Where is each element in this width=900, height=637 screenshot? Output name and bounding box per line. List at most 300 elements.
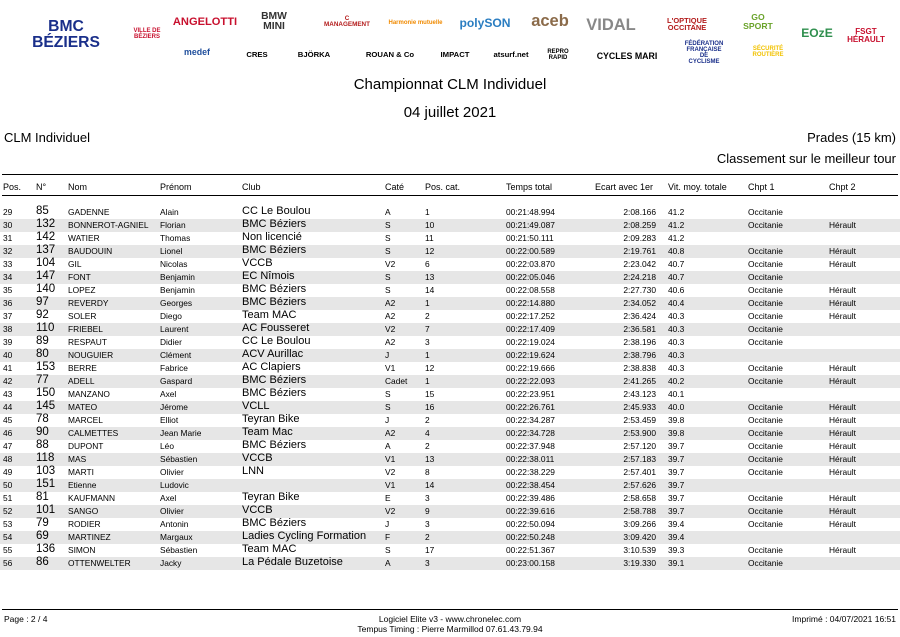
cell-nom: RESPAUT bbox=[68, 337, 107, 347]
cell-pos: 36 bbox=[3, 298, 13, 308]
cell-pos: 39 bbox=[3, 337, 13, 347]
cell-club: BMC Béziers bbox=[242, 439, 307, 451]
go-sport-logo: GO SPORT bbox=[743, 12, 773, 31]
cell-cate: A bbox=[385, 441, 391, 451]
cell-chpt2: Hérault bbox=[829, 285, 856, 295]
cell-chpt2: Hérault bbox=[829, 467, 856, 477]
cell-pos: 43 bbox=[3, 389, 13, 399]
cell-prenom: Alain bbox=[160, 207, 179, 217]
race-location: Prades (15 km) bbox=[807, 130, 896, 145]
table-row bbox=[0, 414, 900, 427]
aceb-logo: aceb bbox=[531, 11, 569, 30]
cell-chpt1: Occitanie bbox=[748, 428, 783, 438]
cell-poscat: 14 bbox=[425, 480, 435, 490]
cell-club: LNN bbox=[242, 465, 265, 477]
table-row bbox=[0, 453, 900, 466]
cell-prenom: Sébastien bbox=[160, 545, 198, 555]
cell-nom: OTTENWELTER bbox=[68, 558, 131, 568]
cell-cate: J bbox=[385, 519, 390, 529]
col-header-chpt2: Chpt 2 bbox=[829, 182, 856, 192]
harmonie-mutuelle-logo: Harmonie mutuelle bbox=[388, 20, 443, 26]
cell-club: EC Nîmois bbox=[242, 270, 295, 282]
cell-cate: S bbox=[385, 389, 391, 399]
cell-vit: 39.7 bbox=[668, 441, 685, 451]
col-header-temps: Temps total bbox=[506, 182, 553, 192]
cell-temps: 00:22:38.229 bbox=[506, 467, 555, 477]
cell-num: 137 bbox=[36, 244, 56, 256]
cell-ecart: 2:53.900 bbox=[623, 428, 656, 438]
col-header-club: Club bbox=[242, 182, 261, 192]
page-number: Page : 2 / 4 bbox=[4, 614, 48, 624]
cell-prenom: Jérome bbox=[160, 402, 188, 412]
cell-vit: 39.4 bbox=[668, 532, 685, 542]
cell-vit: 39.7 bbox=[668, 467, 685, 477]
cell-temps: 00:22:19.024 bbox=[506, 337, 555, 347]
table-row bbox=[0, 310, 900, 323]
cell-cate: A bbox=[385, 558, 391, 568]
cell-chpt1: Occitanie bbox=[748, 467, 783, 477]
cell-poscat: 2 bbox=[425, 311, 430, 321]
cell-chpt1: Occitanie bbox=[748, 376, 783, 386]
cell-prenom: Florian bbox=[160, 220, 186, 230]
cell-ecart: 2:19.761 bbox=[623, 246, 656, 256]
cell-prenom: Lionel bbox=[160, 246, 183, 256]
cell-pos: 50 bbox=[3, 480, 13, 490]
cell-prenom: Olivier bbox=[160, 506, 184, 516]
cell-poscat: 2 bbox=[425, 532, 430, 542]
cell-nom: SANGO bbox=[68, 506, 99, 516]
cell-ecart: 2:27.730 bbox=[623, 285, 656, 295]
cell-poscat: 6 bbox=[425, 259, 430, 269]
cell-chpt2: Hérault bbox=[829, 259, 856, 269]
cell-vit: 40.4 bbox=[668, 298, 685, 308]
cell-pos: 51 bbox=[3, 493, 13, 503]
table-row bbox=[0, 271, 900, 284]
cell-temps: 00:22:14.880 bbox=[506, 298, 555, 308]
cell-ecart: 2:38.196 bbox=[623, 337, 656, 347]
cell-poscat: 7 bbox=[425, 324, 430, 334]
cell-cate: A2 bbox=[385, 311, 396, 321]
cell-temps: 00:22:05.046 bbox=[506, 272, 555, 282]
bmc-logo: BMC BÉZIERS bbox=[32, 18, 100, 51]
cell-poscat: 17 bbox=[425, 545, 435, 555]
cell-ecart: 2:57.120 bbox=[623, 441, 656, 451]
cell-nom: MARTI bbox=[68, 467, 94, 477]
cell-num: 150 bbox=[36, 387, 56, 399]
cell-chpt2: Hérault bbox=[829, 454, 856, 464]
cell-vit: 39.8 bbox=[668, 415, 685, 425]
table-row bbox=[0, 531, 900, 544]
cell-poscat: 12 bbox=[425, 246, 435, 256]
cell-vit: 40.3 bbox=[668, 311, 685, 321]
cell-num: 145 bbox=[36, 400, 56, 412]
cell-pos: 53 bbox=[3, 519, 13, 529]
cell-club: VCLL bbox=[242, 400, 270, 412]
cell-poscat: 3 bbox=[425, 493, 430, 503]
cell-ecart: 2:45.933 bbox=[623, 402, 656, 412]
cell-pos: 34 bbox=[3, 272, 13, 282]
cell-chpt2: Hérault bbox=[829, 415, 856, 425]
cell-temps: 00:22:23.951 bbox=[506, 389, 555, 399]
cell-chpt1: Occitanie bbox=[748, 207, 783, 217]
cell-cate: S bbox=[385, 246, 391, 256]
cell-chpt2: Hérault bbox=[829, 311, 856, 321]
angelotti-logo: ANGELOTTI bbox=[172, 16, 238, 29]
cell-prenom: Margaux bbox=[160, 532, 193, 542]
table-row bbox=[0, 427, 900, 440]
col-header-nom: Nom bbox=[68, 182, 88, 192]
table-row bbox=[0, 206, 900, 219]
cell-poscat: 10 bbox=[425, 220, 435, 230]
cell-pos: 47 bbox=[3, 441, 13, 451]
vidal-logo: VIDAL bbox=[586, 15, 636, 34]
cell-poscat: 3 bbox=[425, 519, 430, 529]
cell-prenom: Diego bbox=[160, 311, 182, 321]
cell-prenom: Elliot bbox=[160, 415, 179, 425]
cell-num: 85 bbox=[36, 205, 49, 217]
cell-ecart: 2:57.183 bbox=[623, 454, 656, 464]
col-header-ecart: Ecart avec 1er bbox=[595, 182, 654, 192]
cell-pos: 54 bbox=[3, 532, 13, 542]
cell-ecart: 2:36.581 bbox=[623, 324, 656, 334]
cell-num: 86 bbox=[36, 556, 49, 568]
cell-prenom: Axel bbox=[160, 493, 177, 503]
footer-rule bbox=[2, 609, 898, 610]
cell-chpt1: Occitanie bbox=[748, 506, 783, 516]
cell-cate: Cadet bbox=[385, 376, 408, 386]
cell-pos: 56 bbox=[3, 558, 13, 568]
cell-ecart: 2:36.424 bbox=[623, 311, 656, 321]
cell-prenom: Gaspard bbox=[160, 376, 193, 386]
cell-cate: F bbox=[385, 532, 391, 542]
cell-prenom: Jean Marie bbox=[160, 428, 202, 438]
cell-prenom: Jacky bbox=[160, 558, 182, 568]
cell-temps: 00:22:08.558 bbox=[506, 285, 555, 295]
cell-nom: GIL bbox=[68, 259, 82, 269]
cell-nom: BONNEROT-AGNIEL bbox=[68, 220, 149, 230]
cell-prenom: Nicolas bbox=[160, 259, 188, 269]
cell-chpt1: Occitanie bbox=[748, 324, 783, 334]
cell-nom: DUPONT bbox=[68, 441, 104, 451]
page-title: Championnat CLM Individuel bbox=[353, 76, 547, 93]
cell-prenom: Thomas bbox=[160, 233, 191, 243]
cell-poscat: 2 bbox=[425, 441, 430, 451]
table-row bbox=[0, 401, 900, 414]
cell-num: 89 bbox=[36, 335, 49, 347]
cell-poscat: 4 bbox=[425, 428, 430, 438]
cell-ecart: 2:43.123 bbox=[623, 389, 656, 399]
cell-ecart: 2:41.265 bbox=[623, 376, 656, 386]
cell-chpt2: Hérault bbox=[829, 506, 856, 516]
cell-pos: 29 bbox=[3, 207, 13, 217]
cell-ecart: 2:58.788 bbox=[623, 506, 656, 516]
cell-poscat: 8 bbox=[425, 467, 430, 477]
race-name: CLM Individuel bbox=[4, 130, 90, 145]
cell-num: 92 bbox=[36, 309, 49, 321]
cell-chpt1: Occitanie bbox=[748, 519, 783, 529]
col-header-chpt1: Chpt 1 bbox=[748, 182, 775, 192]
cell-num: 140 bbox=[36, 283, 56, 295]
cell-num: 81 bbox=[36, 491, 49, 503]
cell-cate: S bbox=[385, 285, 391, 295]
cell-num: 110 bbox=[36, 322, 55, 334]
table-row bbox=[0, 323, 900, 336]
optique-occitane-logo: L'OPTIQUE OCCITANE bbox=[667, 15, 707, 32]
cell-prenom: Axel bbox=[160, 389, 177, 399]
cell-ecart: 2:38.838 bbox=[623, 363, 656, 373]
cell-vit: 40.6 bbox=[668, 285, 685, 295]
cell-vit: 40.7 bbox=[668, 272, 685, 282]
cell-temps: 00:22:17.409 bbox=[506, 324, 555, 334]
print-date: Imprimé : 04/07/2021 16:51 bbox=[792, 614, 896, 624]
cell-vit: 39.7 bbox=[668, 493, 685, 503]
cell-poscat: 2 bbox=[425, 415, 430, 425]
fsgt-logo: FSGT HÉRAULT bbox=[847, 26, 885, 44]
cell-club: La Pédale Buzetoise bbox=[242, 556, 343, 568]
cell-ecart: 2:57.401 bbox=[623, 467, 656, 477]
cell-nom: BAUDOUIN bbox=[68, 246, 113, 256]
cell-club: VCCB bbox=[242, 504, 273, 516]
cell-ecart: 3:09.266 bbox=[623, 519, 656, 529]
cell-chpt1: Occitanie bbox=[748, 441, 783, 451]
cell-cate: V1 bbox=[385, 363, 396, 373]
cell-club: BMC Béziers bbox=[242, 517, 307, 529]
cell-cate: S bbox=[385, 220, 391, 230]
cell-temps: 00:22:03.870 bbox=[506, 259, 555, 269]
cell-cate: S bbox=[385, 545, 391, 555]
cell-pos: 46 bbox=[3, 428, 13, 438]
cell-pos: 49 bbox=[3, 467, 13, 477]
cell-poscat: 13 bbox=[425, 454, 435, 464]
cell-club: Ladies Cycling Formation bbox=[242, 530, 367, 542]
cell-prenom: Sébastien bbox=[160, 454, 198, 464]
cell-num: 77 bbox=[36, 374, 49, 386]
cell-chpt1: Occitanie bbox=[748, 337, 783, 347]
cell-club: BMC Béziers bbox=[242, 244, 307, 256]
cell-poscat: 9 bbox=[425, 506, 430, 516]
cycles-mari-logo: CYCLES MARI bbox=[596, 50, 658, 61]
eoze-logo: EOzE bbox=[801, 25, 833, 40]
cell-nom: KAUFMANN bbox=[68, 493, 115, 503]
cell-prenom: Antonin bbox=[160, 519, 189, 529]
table-row bbox=[0, 479, 900, 492]
cell-pos: 32 bbox=[3, 246, 13, 256]
cell-poscat: 15 bbox=[425, 389, 435, 399]
cell-pos: 33 bbox=[3, 259, 13, 269]
cell-chpt2: Hérault bbox=[829, 428, 856, 438]
cell-vit: 40.0 bbox=[668, 402, 685, 412]
cell-num: 118 bbox=[36, 452, 55, 464]
table-row bbox=[0, 557, 900, 570]
cell-temps: 00:22:50.248 bbox=[506, 532, 555, 542]
cell-nom: NOUGUIER bbox=[68, 350, 114, 360]
cell-vit: 39.7 bbox=[668, 480, 685, 490]
col-header-pos: Pos. bbox=[3, 182, 22, 192]
table-row bbox=[0, 297, 900, 310]
cell-num: 103 bbox=[36, 465, 56, 477]
atsurf-logo: atsurf.net bbox=[493, 50, 529, 60]
cell-chpt1: Occitanie bbox=[748, 311, 783, 321]
cell-vit: 40.3 bbox=[668, 324, 685, 334]
table-row bbox=[0, 336, 900, 349]
cell-cate: V2 bbox=[385, 324, 396, 334]
table-row bbox=[0, 440, 900, 453]
cell-temps: 00:22:17.252 bbox=[506, 311, 555, 321]
impact-logo: IMPACT bbox=[440, 50, 470, 60]
cell-chpt2: Hérault bbox=[829, 545, 856, 555]
cell-pos: 35 bbox=[3, 285, 13, 295]
cell-temps: 00:22:34.728 bbox=[506, 428, 555, 438]
header-bottom-rule bbox=[2, 195, 898, 196]
table-row bbox=[0, 466, 900, 479]
cell-temps: 00:22:34.287 bbox=[506, 415, 555, 425]
cell-club: VCCB bbox=[242, 257, 273, 269]
cell-temps: 00:22:37.948 bbox=[506, 441, 555, 451]
cell-vit: 40.8 bbox=[668, 246, 685, 256]
cell-cate: A2 bbox=[385, 298, 396, 308]
cell-cate: V1 bbox=[385, 454, 396, 464]
cell-club: BMC Béziers bbox=[242, 218, 307, 230]
cell-vit: 39.8 bbox=[668, 428, 685, 438]
cell-nom: SOLER bbox=[68, 311, 97, 321]
cell-club: CC Le Boulou bbox=[242, 335, 311, 347]
cell-nom: MARTINEZ bbox=[68, 532, 111, 542]
cell-ecart: 2:53.459 bbox=[623, 415, 656, 425]
cell-cate: S bbox=[385, 402, 391, 412]
ville-beziers-logo: VILLE DE BÉZIERS bbox=[133, 28, 161, 40]
cell-vit: 40.2 bbox=[668, 376, 685, 386]
col-header-poscat: Pos. cat. bbox=[425, 182, 461, 192]
cell-temps: 00:22:22.093 bbox=[506, 376, 555, 386]
securite-routiere-logo: SÉCURITÉ ROUTIÈRE bbox=[752, 46, 784, 58]
table-row bbox=[0, 232, 900, 245]
cell-pos: 42 bbox=[3, 376, 13, 386]
cell-ecart: 2:09.283 bbox=[623, 233, 656, 243]
cell-pos: 40 bbox=[3, 350, 13, 360]
cell-prenom: Olivier bbox=[160, 467, 184, 477]
cell-nom: WATIER bbox=[68, 233, 100, 243]
cell-nom: FRIEBEL bbox=[68, 324, 103, 334]
cell-chpt2: Hérault bbox=[829, 441, 856, 451]
cell-club: CC Le Boulou bbox=[242, 205, 311, 217]
cell-poscat: 13 bbox=[425, 272, 435, 282]
cell-prenom: Georges bbox=[160, 298, 193, 308]
cell-temps: 00:22:50.094 bbox=[506, 519, 555, 529]
cell-num: 78 bbox=[36, 413, 49, 425]
cell-prenom: Didier bbox=[160, 337, 182, 347]
cell-vit: 40.7 bbox=[668, 259, 685, 269]
cell-prenom: Clément bbox=[160, 350, 192, 360]
col-header-vit: Vit. moy. totale bbox=[668, 182, 727, 192]
table-row bbox=[0, 349, 900, 362]
cell-chpt2: Hérault bbox=[829, 519, 856, 529]
cell-poscat: 1 bbox=[425, 298, 430, 308]
cell-pos: 38 bbox=[3, 324, 13, 334]
cell-temps: 00:22:39.486 bbox=[506, 493, 555, 503]
table-row bbox=[0, 219, 900, 232]
cell-chpt2: Hérault bbox=[829, 220, 856, 230]
cell-nom: MATEO bbox=[68, 402, 98, 412]
cell-ecart: 3:10.539 bbox=[623, 545, 656, 555]
cell-temps: 00:22:19.666 bbox=[506, 363, 555, 373]
cell-chpt2: Hérault bbox=[829, 298, 856, 308]
cell-cate: V2 bbox=[385, 506, 396, 516]
table-row bbox=[0, 258, 900, 271]
cell-num: 136 bbox=[36, 543, 56, 555]
cell-poscat: 14 bbox=[425, 285, 435, 295]
cell-ecart: 2:24.218 bbox=[623, 272, 656, 282]
cell-prenom: Benjamin bbox=[160, 272, 195, 282]
cell-num: 104 bbox=[36, 257, 56, 269]
c-management-logo: C MANAGEMENT bbox=[324, 14, 370, 28]
cell-num: 147 bbox=[36, 270, 56, 282]
cell-cate: J bbox=[385, 350, 390, 360]
cell-num: 88 bbox=[36, 439, 49, 451]
table-row bbox=[0, 284, 900, 297]
cell-ecart: 2:58.658 bbox=[623, 493, 656, 503]
cell-chpt1: Occitanie bbox=[748, 454, 783, 464]
cell-ecart: 2:23.042 bbox=[623, 259, 656, 269]
cell-cate: V1 bbox=[385, 480, 396, 490]
cell-chpt1: Occitanie bbox=[748, 272, 783, 282]
table-row bbox=[0, 388, 900, 401]
cell-club: BMC Béziers bbox=[242, 374, 307, 386]
bmw-mini-logo: BMW MINI bbox=[261, 10, 287, 32]
cell-prenom: Laurent bbox=[160, 324, 189, 334]
col-header-num: N° bbox=[36, 182, 47, 192]
cell-vit: 41.2 bbox=[668, 233, 685, 243]
cell-chpt1: Occitanie bbox=[748, 493, 783, 503]
cell-chpt2: Hérault bbox=[829, 363, 856, 373]
table-row bbox=[0, 518, 900, 531]
cell-temps: 00:23:00.158 bbox=[506, 558, 555, 568]
cell-vit: 41.2 bbox=[668, 220, 685, 230]
cell-chpt2: Hérault bbox=[829, 246, 856, 256]
table-row bbox=[0, 245, 900, 258]
col-header-prenom: Prénom bbox=[160, 182, 192, 192]
cell-poscat: 3 bbox=[425, 337, 430, 347]
cell-poscat: 3 bbox=[425, 558, 430, 568]
cell-pos: 31 bbox=[3, 233, 13, 243]
cell-poscat: 16 bbox=[425, 402, 435, 412]
cell-cate: S bbox=[385, 233, 391, 243]
cell-num: 142 bbox=[36, 231, 56, 243]
cell-num: 97 bbox=[36, 296, 49, 308]
event-date: 04 juillet 2021 bbox=[403, 104, 497, 121]
cell-club: Teyran Bike bbox=[242, 491, 300, 503]
cell-pos: 30 bbox=[3, 220, 13, 230]
ffc-logo: FÉDÉRATION FRANÇAISE DE CYCLISME bbox=[684, 41, 724, 65]
cell-vit: 39.3 bbox=[668, 545, 685, 555]
cell-club: Team MAC bbox=[242, 543, 297, 555]
cell-club: ACV Aurillac bbox=[242, 348, 304, 360]
cell-chpt2: Hérault bbox=[829, 493, 856, 503]
cell-ecart: 2:08.259 bbox=[623, 220, 656, 230]
sponsor-logos bbox=[0, 0, 900, 70]
polyson-logo: polySON bbox=[459, 15, 511, 30]
cell-club: BMC Béziers bbox=[242, 296, 307, 308]
cell-num: 90 bbox=[36, 426, 49, 438]
cell-pos: 41 bbox=[3, 363, 13, 373]
cell-nom: GADENNE bbox=[68, 207, 110, 217]
cell-ecart: 3:19.330 bbox=[623, 558, 656, 568]
cell-club: BMC Béziers bbox=[242, 283, 307, 295]
cell-temps: 00:22:19.624 bbox=[506, 350, 555, 360]
cell-cate: V2 bbox=[385, 259, 396, 269]
cell-num: 80 bbox=[36, 348, 49, 360]
repro-rapid-logo: REPRO RAPID bbox=[547, 49, 569, 61]
cell-prenom: Fabrice bbox=[160, 363, 188, 373]
